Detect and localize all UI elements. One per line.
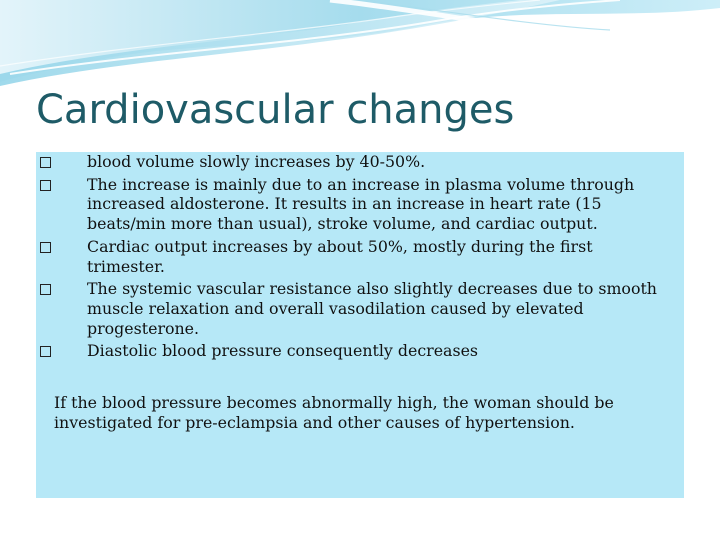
content-box [36,152,684,498]
square-bullet-icon [40,180,51,191]
slide-title: Cardiovascular changes [36,87,515,133]
square-bullet-icon [40,157,51,168]
bullet-item [36,175,684,234]
bullet-item [36,341,684,361]
header-wave-decoration [0,0,720,90]
bullet-text: blood volume slowly increases by 40-50%. [87,152,426,171]
bullet-text: The systemic vascular resistance also slightly decreases due to smooth muscle relaxation and overall vasodilation caused by elevated progesterone. [87,279,657,338]
summary-note: If the blood pressure becomes abnormally high, the woman should be investigated for pre-eclampsia and other causes of hypertension. [54,393,614,432]
bullet-list [36,152,684,364]
bullet-text: Diastolic blood pressure consequently decreases [87,341,479,361]
square-bullet-icon [40,346,51,357]
bullet-item [36,237,684,276]
bullet-text: The increase is mainly due to an increase in plasma volume through increased aldosterone. It results in an increase in heart rate (15 beats/min more than usual), stroke volume, and cardiac output. [87,174,635,234]
square-bullet-icon [40,284,51,295]
bullet-text: Cardiac output increases by about 50%, mostly during the first trimester. [87,236,593,276]
bullet-item [36,279,684,338]
square-bullet-icon [40,242,51,253]
bullet-item [36,152,684,172]
